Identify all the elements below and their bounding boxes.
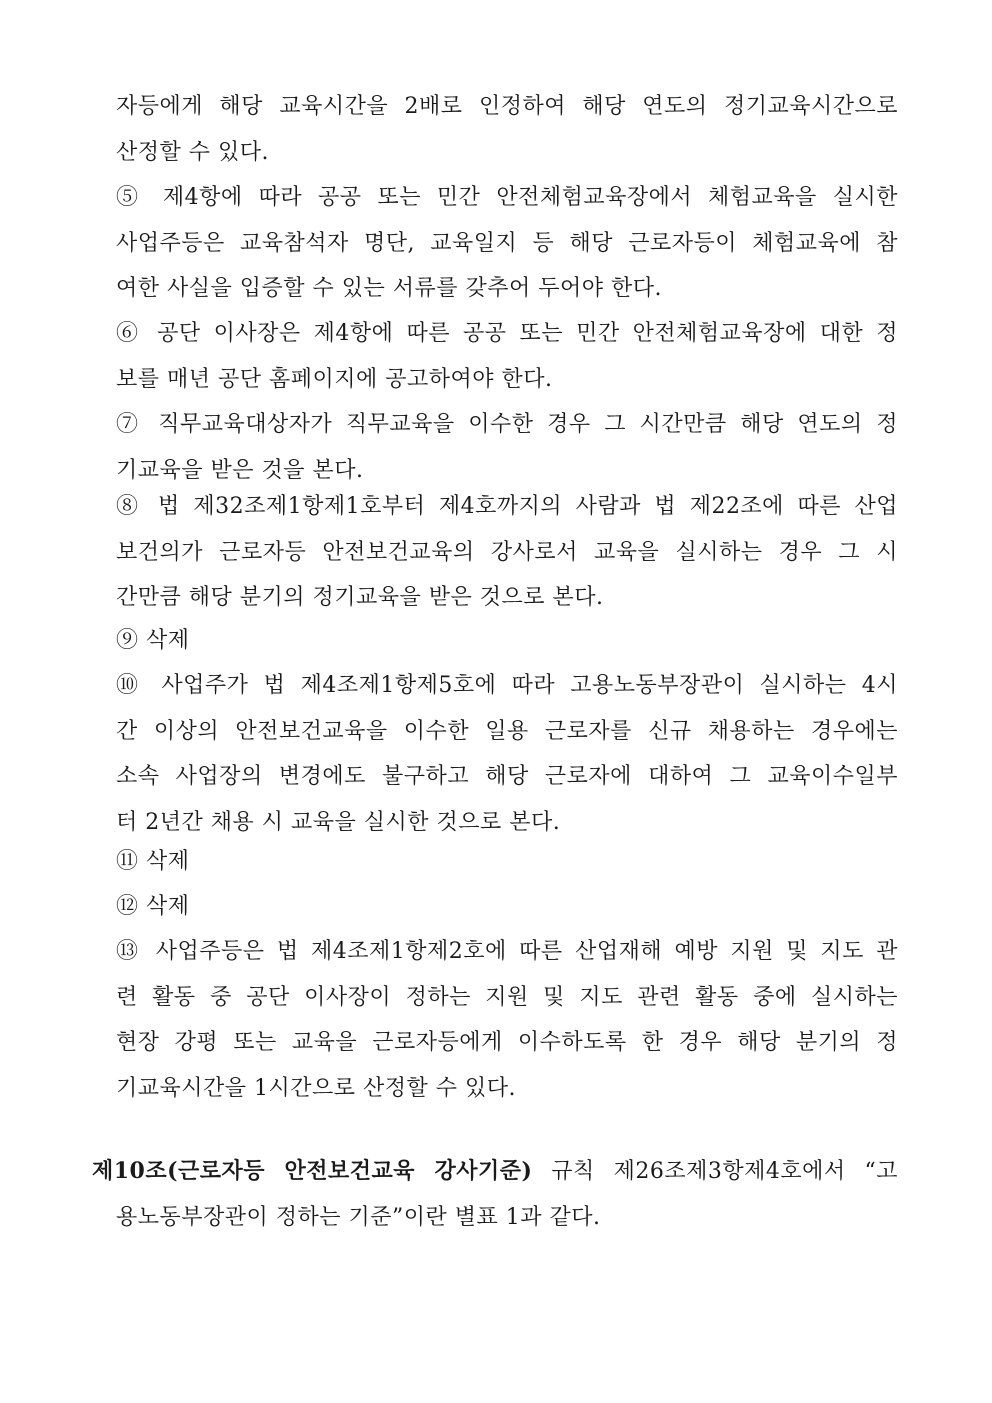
text-line: 터 2년간 채용 시 교육을 실시한 것으로 본다. <box>116 809 561 835</box>
paragraph-12 <box>116 884 898 930</box>
text-line: 자등에게 해당 교육시간을 2배로 인정하여 해당 연도의 정기교육시간으로 <box>116 94 898 119</box>
text-line: 소속 사업장의 변경에도 불구하고 해당 근로자에 대하여 그 교육이수일부 <box>116 764 898 789</box>
text-line: ⑬ 사업주등은 법 제4조제1항제2호에 따른 산업재해 예방 지원 및 지도 관 <box>116 939 898 964</box>
text-line: ⑦ 직무교육대상자가 직무교육을 이수한 경우 그 시간만큼 해당 연도의 정 <box>116 412 898 437</box>
text-line: ⑧ 법 제32조제1항제1호부터 제4호까지의 사람과 법 제22조에 따른 산업 <box>116 494 898 519</box>
text-line: 여한 사실을 입증할 수 있는 서류를 갖추어 두어야 한다. <box>116 276 662 301</box>
text-line: 보건의가 근로자등 안전보건교육의 강사로서 교육을 실시하는 경우 그 시 <box>116 539 898 565</box>
text-line: ⑪ 삭제 <box>116 849 190 874</box>
paragraph-5 <box>116 175 898 312</box>
text-line: 기교육을 받은 것을 본다. <box>116 457 364 483</box>
paragraph-11 <box>116 839 898 885</box>
paragraph-6 <box>116 311 898 402</box>
article-first-line <box>92 1149 898 1195</box>
paragraph-13 <box>116 929 898 1111</box>
text-line: 간 이상의 안전보건교육을 이수한 일용 근로자를 신규 채용하는 경우에는 <box>116 718 898 744</box>
text-line: ⑤ 제4항에 따라 공공 또는 민간 안전체험교육장에서 체험교육을 실시한 <box>116 185 898 210</box>
text-line: 사업주등은 교육참석자 명단, 교육일지 등 해당 근로자등이 체험교육에 참 <box>116 230 898 256</box>
paragraph-7 <box>116 402 898 493</box>
text-line: 련 활동 중 공단 이사장이 정하는 지원 및 지도 관련 활동 중에 실시하는 <box>116 984 898 1010</box>
text-line: 보를 매년 공단 홈페이지에 공고하여야 한다. <box>116 366 553 392</box>
paragraph-8 <box>116 484 898 621</box>
text-line: 산정할 수 있다. <box>116 139 269 165</box>
text-line: 간만큼 해당 분기의 정기교육을 받은 것으로 본다. <box>116 585 604 610</box>
paragraph-9 <box>116 618 898 664</box>
text-line: 기교육시간을 1시간으로 산정할 수 있다. <box>116 1075 516 1101</box>
article-text: 규칙 제26조제3항제4호에서 “고 <box>532 1159 898 1184</box>
paragraph-10 <box>116 663 898 845</box>
text-line: ⑥ 공단 이사장은 제4항에 따른 공공 또는 민간 안전체험교육장에 대한 정 <box>116 321 898 346</box>
text-line: 현장 강평 또는 교육을 근로자등에게 이수하도록 한 경우 해당 분기의 정 <box>116 1030 898 1055</box>
text-line: ⑫ 삭제 <box>116 894 190 919</box>
paragraph-continuation <box>116 84 898 175</box>
article-10 <box>92 1149 898 1240</box>
article-heading: 제10조(근로자등 안전보건교육 강사기준) <box>92 1158 533 1184</box>
text-line: ⑨ 삭제 <box>116 628 190 653</box>
text-line: ⑩ 사업주가 법 제4조제1항제5호에 따라 고용노동부장관이 실시하는 4시 <box>116 673 898 698</box>
text-line: 용노동부장관이 정하는 기준”이란 별표 1과 같다. <box>116 1204 601 1230</box>
